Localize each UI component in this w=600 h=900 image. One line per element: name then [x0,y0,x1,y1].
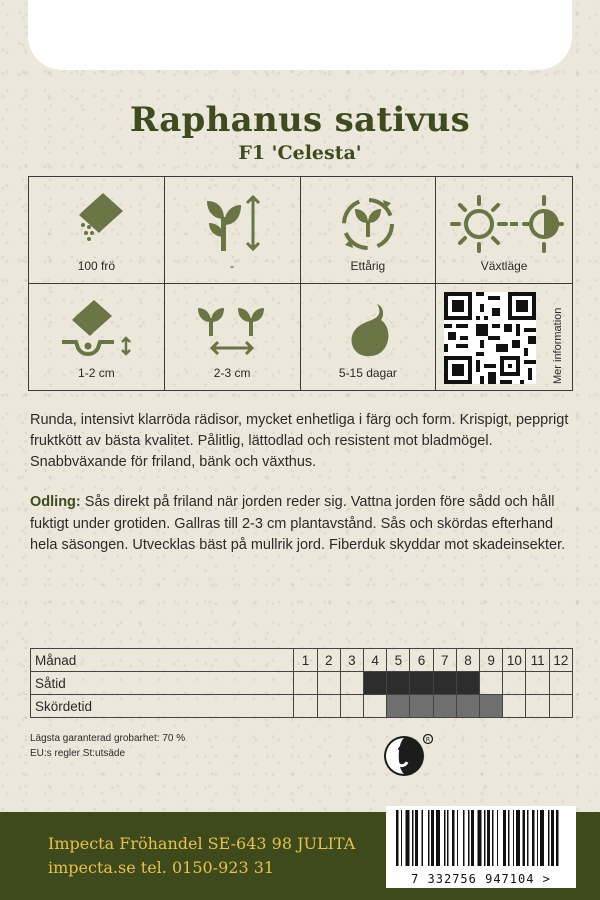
germination-label: 5-15 dagar [338,366,397,380]
sow-cell [503,672,526,695]
cultivation-text [30,492,575,557]
month-4: 4 [364,649,387,672]
calendar-header-row [31,649,573,672]
calendar-harvest-row [31,695,573,718]
more-info-label: Mer information [552,307,564,384]
barcode-bars [386,806,576,868]
info-cell-lifecycle [301,177,437,284]
hang-tab-cutout [28,0,572,70]
month-header-label: Månad [31,649,294,672]
product-description: Runda, intensivt klarröda rädisor, mycket enhetliga i färg och form. Krispigt, pepprigt fruktkött av bästa kvalitet. Pålitlig, lättodlad och resistent mot bladmögel. Snabbväxande för friland, bänk och växthus. [30,412,569,470]
month-11: 11 [526,649,549,672]
info-grid [28,176,573,391]
month-3: 3 [340,649,363,672]
info-cell-germination [301,284,437,391]
location-label: Växtläge [480,258,528,273]
plant-spacing-icon [192,296,272,366]
info-cell-sowing-depth [29,284,165,391]
seed-count-label: 100 frö [77,258,116,273]
sow-cell [480,672,503,695]
harvest-cell [387,695,410,718]
sowing-calendar [30,648,573,718]
info-cell-qr [436,284,572,391]
harvest-cell [526,695,549,718]
sow-cell [317,672,340,695]
germination-guarantee: Lägsta garanterad grobarhet: 70 % [30,733,186,744]
sow-row-label: Såtid [31,672,294,695]
barcode [386,806,576,888]
lifecycle-label: Ettårig [350,258,386,273]
plant-spacing-label: 2-3 cm [213,366,251,380]
month-6: 6 [410,649,433,672]
month-5: 5 [387,649,410,672]
sow-cell [433,672,456,695]
harvest-cell [503,695,526,718]
harvest-cell [294,695,317,718]
sow-cell [410,672,433,695]
sow-cell [387,672,410,695]
harvest-cell [410,695,433,718]
info-cell-seed-count [29,177,165,284]
green-dot-recycle-icon [383,733,435,779]
sow-cell [364,672,387,695]
info-cell-plant-spacing [165,284,301,391]
harvest-cell [456,695,479,718]
harvest-cell [364,695,387,718]
page-title: Raphanus sativus [129,100,471,140]
cultivation-heading: Odling: [30,494,81,510]
sow-cell [526,672,549,695]
eu-rules-note: EU:s regler St:utsäde [30,748,126,759]
month-1: 1 [294,649,317,672]
cultivation-body: Sås direkt på friland när jorden reder sig. Vattna jorden före sådd och håll fuktigt under grotiden. Gallras till 2-3 cm plantavstånd. Sås och skördas efterhand hela säsongen. Utvecklas bäst på mullrik jord. Fiberduk skyddar mot skadeinsekter. [30,494,566,553]
variety-subtitle: F1 'Celesta' [238,142,362,164]
sowing-depth-icon [56,296,136,366]
plant-height-label: - [230,258,235,273]
harvest-row-label: Skördetid [31,695,294,718]
harvest-cell [480,695,503,718]
month-7: 7 [433,649,456,672]
month-12: 12 [549,649,572,672]
company-contact: impecta.se tel. 0150-923 31 [48,858,275,877]
harvest-cell [340,695,363,718]
seed-packet-icon [61,189,131,259]
month-9: 9 [480,649,503,672]
sun-shade-icon [444,189,564,259]
info-cell-plant-height [165,177,301,284]
harvest-cell [317,695,340,718]
sow-cell [456,672,479,695]
harvest-cell [549,695,572,718]
germination-icon [333,296,403,366]
sow-cell [340,672,363,695]
month-10: 10 [503,649,526,672]
calendar-sow-row [31,672,573,695]
month-2: 2 [317,649,340,672]
sow-cell [294,672,317,695]
harvest-cell [433,695,456,718]
svg-text:R: R [425,736,431,744]
qr-code-icon[interactable] [444,292,536,384]
company-address: Impecta Fröhandel SE-643 98 JULITA [48,834,356,853]
annual-cycle-icon [333,189,403,259]
plant-height-icon [197,189,267,259]
sowing-depth-label: 1-2 cm [78,366,115,380]
month-8: 8 [456,649,479,672]
info-cell-location [436,177,572,284]
barcode-number: 7 332756 947104 > [411,872,551,886]
sow-cell [549,672,572,695]
fine-print [30,731,185,761]
